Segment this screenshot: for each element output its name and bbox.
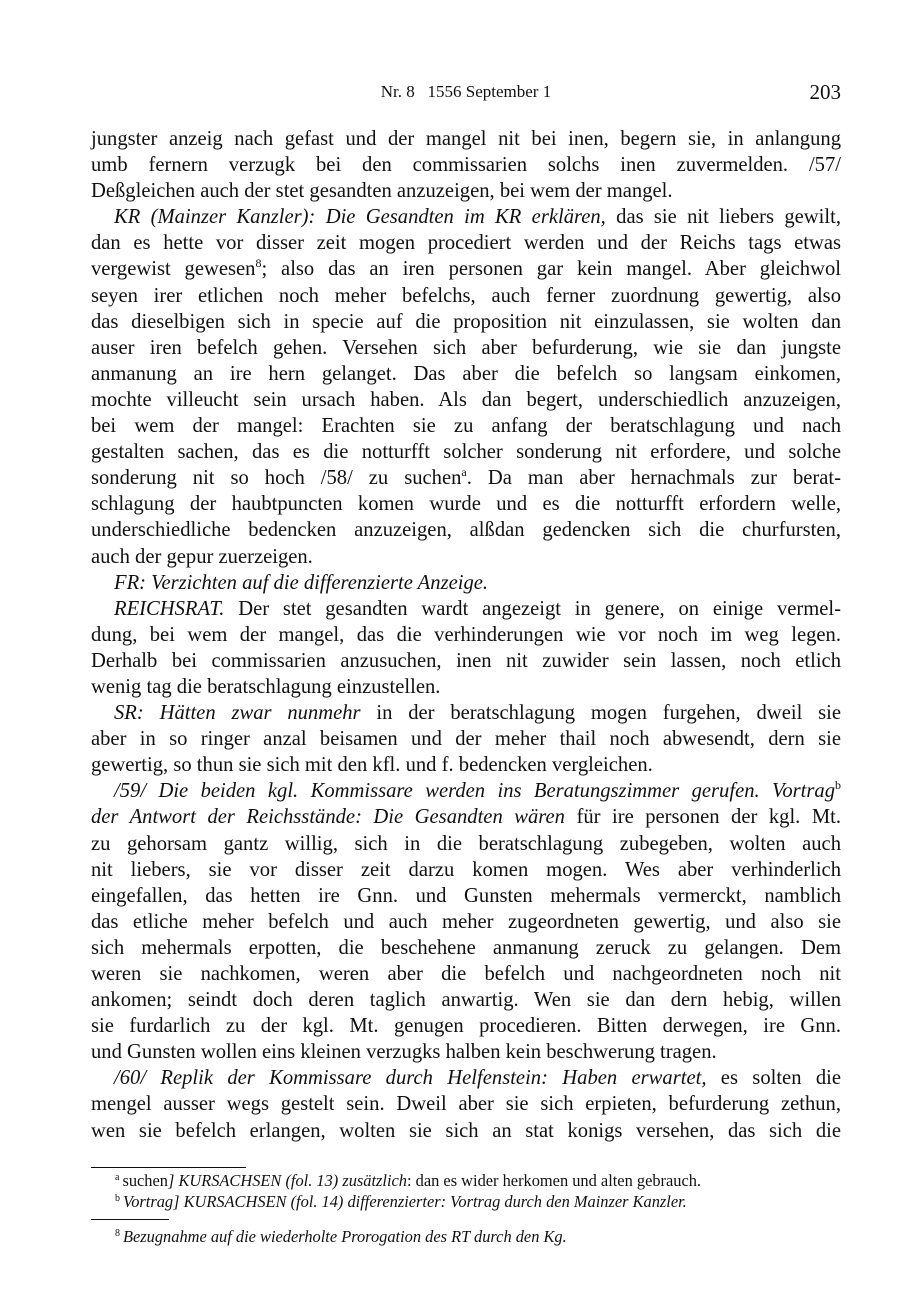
text-run: vergewist gewesen xyxy=(91,258,256,281)
critical-apparatus-rule xyxy=(91,1167,246,1168)
text-run: dung, bei wem der mangel, das die verhinderungen wie vor noch im weg legen. xyxy=(91,623,841,646)
text-run: aber in so ringer anzal beisamen und der meher thail noch abwesendt, dern sie xyxy=(91,728,841,751)
text-run: es solten die xyxy=(706,1067,842,1090)
text-run: underschiedliche bedencken anzuzeigen, alßdan gedencken sich die churfursten, xyxy=(91,519,841,542)
text-run: gewertig, so thun sie sich mit den kfl. und f. bedencken vergleichen. xyxy=(91,754,653,777)
text-run: das dieselbigen sich in specie auf die proposition nit einzulassen, sie wolten dan xyxy=(91,310,841,333)
text-line xyxy=(91,700,841,726)
text-line xyxy=(91,909,841,935)
text-line xyxy=(91,1091,841,1117)
critical-apparatus xyxy=(91,1170,841,1212)
text-run: suchen xyxy=(122,1171,168,1190)
text-line xyxy=(91,935,841,961)
text-line xyxy=(91,517,841,543)
footnote-mark: b xyxy=(115,1193,120,1204)
text-run: Derhalb bei commissarien anzusuchen, inen nit zuwider sein lassen, noch etlich xyxy=(91,649,841,672)
footnote xyxy=(91,1191,841,1212)
text-run: ankomen; seindt doch deren taglich anwartig. Wen sie dan dern hebig, willen xyxy=(91,989,841,1012)
italic-text: /60/ Replik der Kommissare durch Helfenstein: Haben erwartet, xyxy=(114,1067,707,1090)
numbered-footnotes xyxy=(91,1226,841,1247)
text-line xyxy=(91,283,841,309)
italic-text: ] KURSACHSEN (fol. 13) zusätzlich xyxy=(167,1171,408,1190)
text-run: mochte villeucht sein ursach haben. Als dan begert, underschiedlich anzuzeigen, xyxy=(91,388,841,411)
text-line xyxy=(91,544,841,570)
italic-text: KR (Mainzer Kanzler): Die Gesandten im KR erklären, xyxy=(114,206,606,229)
text-run: weren sie nachkomen, weren aber die befelch und nachgeordneten noch nit xyxy=(91,963,841,985)
italic-text: SR: Hätten zwar nunmehr xyxy=(114,702,361,725)
text-line xyxy=(91,387,841,413)
text-run: sie furdarlich zu der kgl. Mt. genugen procedieren. Bitten derwegen, ire Gnn. xyxy=(91,1015,841,1038)
text-run: wen sie befelch erlangen, wolten sie sich an stat konigs versehen, das sich die xyxy=(91,1119,841,1142)
text-line xyxy=(91,204,841,230)
text-line xyxy=(91,126,841,152)
text-run: eingefallen, das hetten ire Gnn. und Gunsten mehermals vermerckt, namblich xyxy=(91,884,841,907)
text-run: zu gehorsam gantz willig, sich in die beratschlagung zubegeben, wolten auch xyxy=(91,832,841,855)
text-line xyxy=(91,230,841,256)
italic-text: Vortrag] KURSACHSEN (fol. 14) differenzierter: Vortrag durch den Mainzer Kanzler. xyxy=(123,1192,687,1211)
text-line xyxy=(91,439,841,465)
text-run: seyen irer etlichen noch meher befelchs, auch ferner zuordnung gewertig, also xyxy=(91,284,841,307)
text-line xyxy=(91,361,841,387)
note-reference: b xyxy=(835,778,841,793)
text-line xyxy=(91,335,841,361)
italic-text: /59/ Die beiden kgl. Kommissare werden ins Beratungszimmer gerufen. Vortrag xyxy=(114,780,835,803)
text-run: . Da man aber hernachmals zur berat- xyxy=(466,467,841,490)
text-run: jungster anzeig nach gefast und der mangel nit bei inen, begern sie, in anlangung xyxy=(91,128,841,150)
text-run: Deßgleichen auch der stet gesandten anzuzeigen, bei wem der mangel. xyxy=(91,180,673,203)
italic-text: der Antwort der Reichsstände: Die Gesandten wären xyxy=(91,806,565,829)
text-line xyxy=(91,778,841,804)
text-line xyxy=(91,256,841,282)
note-reference: a xyxy=(461,465,467,480)
text-run: gestalten sachen, das es die notturfft solcher sonderung nit erfordere, und solche xyxy=(91,441,841,464)
text-line xyxy=(91,961,841,987)
text-line xyxy=(91,883,841,909)
text-run: wenig tag die beratschlagung einzustellen. xyxy=(91,675,441,698)
running-head-title: Nr. 8 1556 September 1 xyxy=(380,82,552,101)
text-line xyxy=(91,596,841,622)
italic-text: REICHSRAT. xyxy=(114,597,225,620)
text-line xyxy=(91,648,841,674)
text-line xyxy=(91,1065,841,1091)
text-run: auch der gepur zuerzeigen. xyxy=(91,545,313,568)
text-run: schlagung der haubtpuncten komen wurde und es die notturfft erfordern welle, xyxy=(91,493,841,516)
text-line xyxy=(91,831,841,857)
footnote-mark: a xyxy=(115,1172,120,1183)
text-line xyxy=(91,309,841,335)
text-run: bei wem der mangel: Erachten sie zu anfang der beratschlagung und nach xyxy=(91,415,841,438)
text-line xyxy=(91,1118,841,1144)
text-line xyxy=(91,152,841,178)
text-line xyxy=(91,570,841,596)
page-number: 203 xyxy=(809,80,841,104)
text-run: sich mehermals erpotten, die beschehene anmanung zeruck zu gelangen. Dem xyxy=(91,936,841,959)
text-line xyxy=(91,752,841,778)
text-run: das etliche meher befelch und auch meher zugeordneten gewertig, und also sie xyxy=(91,910,841,933)
italic-text: Bezugnahme auf die wiederholte Prorogation des RT durch den Kg. xyxy=(123,1227,567,1246)
main-text xyxy=(91,126,841,1144)
text-run: ; also das an iren personen gar kein mangel. Aber gleichwol xyxy=(261,258,841,281)
text-line xyxy=(91,413,841,439)
text-line xyxy=(91,465,841,491)
text-line xyxy=(91,1013,841,1039)
footnote xyxy=(91,1226,841,1247)
text-run: anmanung an ire hern gelanget. Das aber die befelch so langsam einkomen, xyxy=(91,362,841,385)
text-line xyxy=(91,804,841,830)
text-run: in der beratschlagung mogen furgehen, dweil sie xyxy=(360,702,841,725)
text-run: mengel ausser wegs gestelt sein. Dweil aber sie sich erpieten, befurderung zethun, xyxy=(91,1093,841,1116)
footnote-mark: 8 xyxy=(115,1228,120,1239)
text-line xyxy=(91,178,841,204)
text-line xyxy=(91,491,841,517)
text-run: Der stet gesandten wardt angezeigt in genere, on einige vermel- xyxy=(224,597,841,620)
text-run: umb fernern verzugk bei den commissarien solchs inen zuvermelden. /57/ xyxy=(91,154,841,177)
text-line xyxy=(91,726,841,752)
text-run: nit liebers, sie vor disser zeit darzu komen mogen. Wes aber verhinderlich xyxy=(91,858,841,881)
text-run: sonderung nit so hoch /58/ zu suchen xyxy=(91,467,462,490)
text-line xyxy=(91,987,841,1013)
running-head xyxy=(91,80,841,106)
text-run: für ire personen der kgl. Mt. xyxy=(564,806,841,829)
footnote-rule xyxy=(91,1219,169,1220)
note-reference: 8 xyxy=(255,256,262,271)
italic-text: FR: Verzichten auf die differenzierte Anzeige. xyxy=(114,571,489,594)
text-line xyxy=(91,622,841,648)
text-run: und Gunsten wollen eins kleinen verzugks halben kein beschwerung tragen. xyxy=(91,1041,717,1064)
text-line xyxy=(91,857,841,883)
footnote xyxy=(91,1170,841,1191)
text-run: dan es hette vor disser zeit mogen procediert werden und der Reichs tags etwas xyxy=(91,232,841,255)
text-line xyxy=(91,674,841,700)
text-run: : dan es wider herkomen und alten gebrauch. xyxy=(407,1171,702,1190)
text-run: das sie nit liebers gewilt, xyxy=(605,206,841,229)
text-run: auser iren befelch gehen. Versehen sich aber befurderung, wie sie dan jungste xyxy=(91,336,841,359)
text-line xyxy=(91,1039,841,1065)
